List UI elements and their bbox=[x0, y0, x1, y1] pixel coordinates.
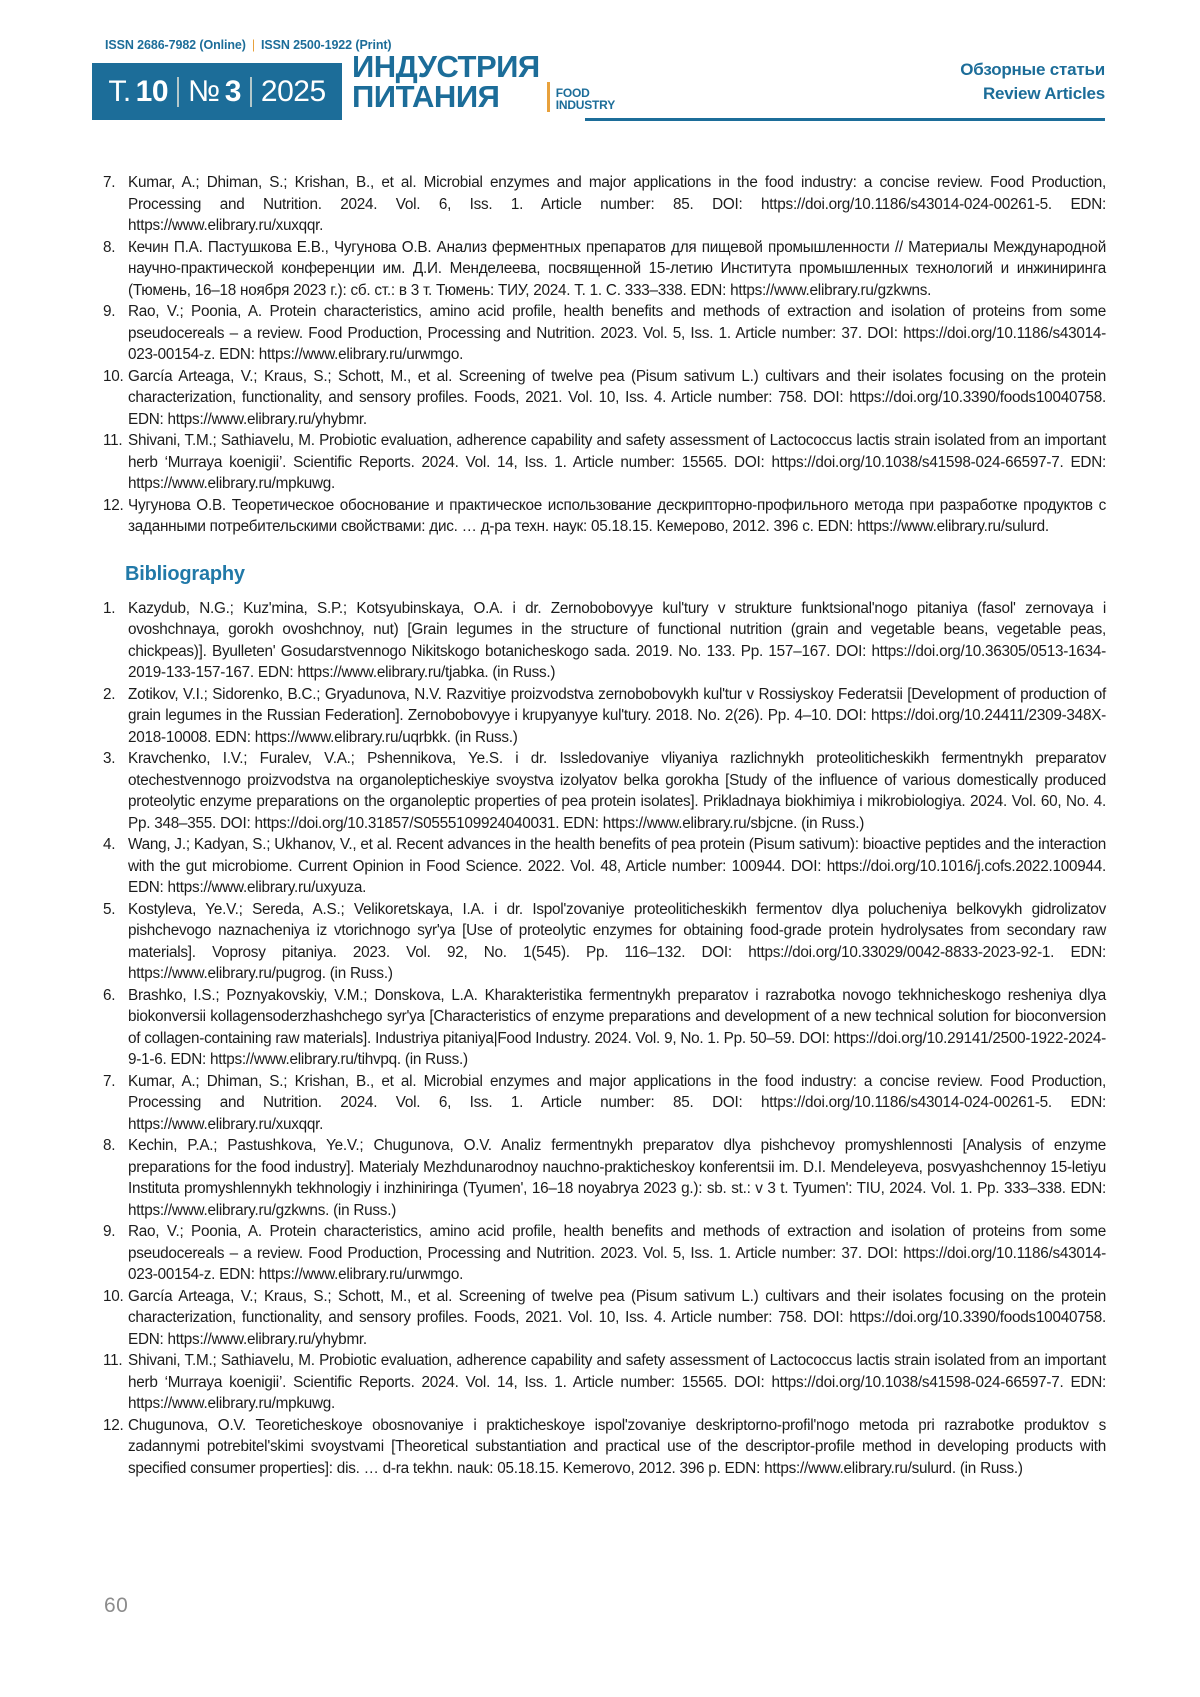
bibliography-text: Chugunova, O.V. Teoreticheskoye obosnovaniye i prakticheskoye ispol'zovaniye deskriptorno-profil'nogo metoda pri razrabotke produktov s zadannymi potrebitel'skimi svoystvami [Theoretical substantiation and practical use of the descriptor-profile method in developing products with specified consumer properties]: dis. … d-ra tekhn. nauk: 05.18.15. Kemerovo, 2012. 396 p. EDN: https://www.elibrary.ru/sulurd. (in Russ.) bbox=[128, 1416, 1106, 1477]
bibliography-item bbox=[103, 1350, 1106, 1415]
reference-text: García Arteaga, V.; Kraus, S.; Schott, M., et al. Screening of twelve pea (Pisum sativum L.) cultivars and their isolates focusing on the protein characterization, functionality, and sensory profiles. Foods, 2021. Vol. 10, Iss. 4. Article number: 758. DOI: https://doi.org/10.3390/foods10040758. EDN: https://www.elibrary.ru/yhybmr. bbox=[128, 367, 1106, 428]
reference-text: Kumar, A.; Dhiman, S.; Krishan, B., et al. Microbial enzymes and major applications in the food industry: a concise review. Food Production, Processing and Nutrition. 2024. Vol. 6, Iss. 1. Article number: 85. DOI: https://doi.org/10.1186/s43014-024-00261-5. EDN: https://www.elibrary.ru/xuxqqr. bbox=[128, 174, 1106, 234]
reference-text: Shivani, T.M.; Sathiavelu, M. Probiotic evaluation, adherence capability and safety assessment of Lactococcus lactis strain isolated from an important herb ‘Murraya koenigii’. Scientific Reports. 2024. Vol. 14, Iss. 1. Article number: 15565. DOI: https://doi.org/10.1038/s41598-024-66597-7. EDN: https://www.elibrary.ru/mpkuwg. bbox=[128, 432, 1106, 492]
bibliography-text: Rao, V.; Poonia, A. Protein characteristics, amino acid profile, health benefits and methods of extraction and isolation of proteins from some pseudocereals – a review. Food Production, Processing and Nutrition. 2023. Vol. 5, Iss. 1. Article number: 37. DOI: https://doi.org/10.1186/s43014-023-00154-z. EDN: https://www.elibrary.ru/urwmgo. bbox=[128, 1223, 1106, 1283]
bibliography-text: Kravchenko, I.V.; Furalev, V.A.; Pshennikova, Ye.S. i dr. Issledovaniye vliyaniya razlichnykh proteoliticheskikh fermentnykh preparatov otechestvennogo proizvodstva na organolepticheskiye svoystva izolyatov belka gorokha [Study of the influence of various domestically produced proteolytic enzyme preparations on the organoleptic properties of pea protein isolates]. Prikladnaya biokhimiya i mikrobiologiya. 2024. Vol. 60, No. 4. Pp. 348–355. DOI: https://doi.org/10.31857/S0555109924040031. EDN: https://www.elibrary.ru/sbjcne. (in Russ.) bbox=[128, 750, 1106, 832]
bibliography-heading: Bibliography bbox=[125, 562, 245, 585]
journal-title-english bbox=[547, 82, 615, 112]
bibliography-text: Brashko, I.S.; Poznyakovskiy, V.M.; Donskova, L.A. Kharakteristika fermentnykh preparatov i razrabotka novogo tekhnicheskogo resheniya dlya biokonversii kollagensoderzhashchego syr'ya [Characteristics of enzyme preparations and development of a new technical solution for bioconversion of collagen-containing raw materials]. Industriya pitaniya|Food Industry. 2024. Vol. 9, No. 1. Pp. 50–59. DOI: https://doi.org/10.29141/2500-1922-2024-9-1-6. EDN: https://www.elibrary.ru/tihvpq. (in Russ.) bbox=[128, 986, 1106, 1068]
bibliography-item bbox=[103, 899, 1106, 985]
page-header bbox=[0, 0, 1200, 170]
box-divider bbox=[177, 77, 179, 107]
journal-title-en bbox=[556, 88, 615, 112]
reference-number: 12. bbox=[103, 496, 124, 514]
issue-label: № bbox=[188, 74, 220, 108]
section-labels bbox=[960, 58, 1105, 106]
bibliography-number: 6. bbox=[103, 986, 116, 1004]
bibliography-item bbox=[103, 1286, 1106, 1351]
journal-title-ru-line2: ПИТАНИЯ bbox=[352, 79, 500, 114]
journal-title-en-line2: INDUSTRY bbox=[555, 97, 616, 112]
bibliography-text: Zotikov, V.I.; Sidorenko, B.C.; Gryadunova, N.V. Razvitiye proizvodstva zernobobovykh kul'tur v Rossiyskoy Federatsii [Development of production of grain legumes in the Russian Federation]. Zernobobovyye i krupyanyye kul'tury. 2018. No. 2(26). Pp. 4–10. DOI: https://doi.org/10.24411/2309-348X-2018-10008. EDN: https://www.elibrary.ru/uqrbkk. (in Russ.) bbox=[128, 685, 1106, 746]
bibliography-text: Kostyleva, Ye.V.; Sereda, A.S.; Velikoretskaya, I.A. i dr. Ispol'zovaniye proteoliticheskikh fermentov dlya polucheniya belkovykh gidrolizatov pishchevogo naznacheniya iz vtorichnogo syr'ya [Use of proteolytic enzymes for obtaining food-grade protein hydrolysates from secondary raw materials]. Voprosy pitaniya. 2023. Vol. 92, No. 1(545). Pp. 116–132. DOI: https://doi.org/10.33029/0042-8833-2023-92-1. EDN: https://www.elibrary.ru/pugrog. (in Russ.) bbox=[128, 900, 1106, 982]
bibliography-text: Kazydub, N.G.; Kuz'mina, S.P.; Kotsyubinskaya, O.A. i dr. Zernobobovyye kul'tury v strukture funktsional'nogo pitaniya (fasol' zernovaya i ovoshchnaya, gorokh ovoshchnoy, nut) [Grain legumes in the structure of functional nutrition (grain and vegetable beans, vegetable peas, chickpeas)]. Byulleten' Gosudarstvennogo Nikitskogo botanicheskogo sada. 2019. No. 133. Pp. 157–167. DOI: https://doi.org/10.36305/0513-1634-2019-133-157-167. EDN: https://www.elibrary.ru/tjabka. (in Russ.) bbox=[128, 599, 1106, 681]
logo-divider-bar bbox=[547, 82, 550, 112]
issue-number: 3 bbox=[224, 74, 241, 108]
journal-title-ru-line1: ИНДУСТРИЯ bbox=[352, 49, 540, 84]
bibliography-number: 5. bbox=[103, 900, 116, 918]
bibliography-number: 12. bbox=[103, 1416, 124, 1434]
section-label-ru: Обзорные статьи bbox=[960, 60, 1105, 79]
reference-number: 8. bbox=[103, 238, 116, 256]
bibliography-number: 2. bbox=[103, 685, 116, 703]
bibliography-text: Kechin, P.A.; Pastushkova, Ye.V.; Chugunova, O.V. Analiz fermentnykh preparatov dlya pishchevoy promyshlennosti [Analysis of enzyme preparations for the food industry]. Materialy Mezhdunarodnoy nauchno-prakticheskoy konferentsii im. D.I. Mendeleyeva, posvyashchennoy 15-letiyu Instituta promyshlennykh tekhnologiy i inzhiniringa (Tyumen', 16–18 noyabrya 2023 g.): sb. st.: v 3 t. Tyumen': TIU, 2024. Vol. 1. Pp. 333–338. EDN: https://www.elibrary.ru/gzkwns. (in Russ.) bbox=[128, 1137, 1106, 1219]
reference-item bbox=[103, 301, 1106, 366]
journal-logo bbox=[352, 49, 616, 114]
issn-divider: | bbox=[251, 38, 255, 52]
reference-text: Rao, V.; Poonia, A. Protein characteristics, amino acid profile, health benefits and methods of extraction and isolation of proteins from some pseudocereals – a review. Food Production, Processing and Nutrition. 2023. Vol. 5, Iss. 1. Article number: 37. DOI: https://doi.org/10.1186/s43014-023-00154-z. EDN: https://www.elibrary.ru/urwmgo. bbox=[128, 303, 1106, 363]
bibliography-item bbox=[103, 598, 1106, 684]
bibliography-number: 7. bbox=[103, 1072, 116, 1090]
reference-text: Чугунова О.В. Теоретическое обоснование и практическое использование дескрипторно-профильного метода при разработке продуктов с заданными потребительскими свойствами: дис. … д-ра техн. наук: 05.18.15. Кемерово, 2012. 396 с. EDN: https://www.elibrary.ru/sulurd. bbox=[128, 496, 1106, 535]
bibliography-item bbox=[103, 684, 1106, 749]
issn-print: ISSN 2500-1922 (Print) bbox=[260, 38, 392, 52]
issn-online: ISSN 2686-7982 (Online) bbox=[105, 38, 246, 52]
journal-title-en-line1: FOOD bbox=[555, 86, 590, 100]
bibliography-text: Wang, J.; Kadyan, S.; Ukhanov, V., et al. Recent advances in the health benefits of pea protein (Pisum sativum): bioactive peptides and the interaction with the gut microbiome. Current Opinion in Food Science. 2022. Vol. 48, Article number: 100944. DOI: https://doi.org/10.1016/j.cofs.2022.100944. EDN: https://www.elibrary.ru/uxyuza. bbox=[128, 836, 1106, 896]
bibliography-number: 4. bbox=[103, 836, 116, 853]
section-label-en: Review Articles bbox=[982, 84, 1105, 103]
issn-line bbox=[105, 38, 391, 52]
bibliography-item bbox=[103, 1415, 1106, 1480]
bibliography-item bbox=[103, 748, 1106, 834]
references-list bbox=[103, 172, 1106, 538]
bibliography-number: 8. bbox=[103, 1137, 116, 1154]
reference-number: 7. bbox=[103, 174, 116, 191]
reference-number: 11. bbox=[103, 432, 123, 449]
bibliography-item bbox=[103, 1135, 1106, 1221]
year: 2025 bbox=[260, 74, 326, 108]
bibliography-text: Shivani, T.M.; Sathiavelu, M. Probiotic evaluation, adherence capability and safety assessment of Lactococcus lactis strain isolated from an important herb ‘Murraya koenigii’. Scientific Reports. 2024. Vol. 14, Iss. 1. Article number: 15565. DOI: https://doi.org/10.1038/s41598-024-66597-7. EDN: https://www.elibrary.ru/mpkuwg. bbox=[128, 1352, 1106, 1412]
reference-item bbox=[103, 237, 1106, 302]
bibliography-item bbox=[103, 1071, 1106, 1136]
reference-item bbox=[103, 495, 1106, 538]
bibliography-item bbox=[103, 1221, 1106, 1286]
volume-issue-box bbox=[92, 63, 342, 120]
main-content bbox=[103, 172, 1106, 1479]
reference-item bbox=[103, 366, 1106, 431]
bibliography-number: 9. bbox=[103, 1223, 116, 1240]
bibliography-number: 3. bbox=[103, 750, 116, 767]
journal-title-russian bbox=[352, 49, 540, 114]
volume-number: 10 bbox=[135, 74, 169, 108]
reference-item bbox=[103, 172, 1106, 237]
page-number: 60 bbox=[104, 1594, 129, 1617]
reference-number: 10. bbox=[103, 367, 124, 385]
bibliography-number: 11. bbox=[103, 1352, 123, 1369]
reference-text: Кечин П.А. Пастушкова Е.В., Чугунова О.В. Анализ ферментных препаратов для пищевой промышленности // Материалы Международной научно-практической конференции им. Д.И. Менделеева, посвященной 15-летию Института промышленных технологий и инжиниринга (Тюмень, 16–18 ноября 2023 г.): сб. ст.: в 3 т. Тюмень: ТИУ, 2024. Т. 1. С. 333–338. EDN: https://www.elibrary.ru/gzkwns. bbox=[128, 238, 1106, 299]
bibliography-number: 10. bbox=[103, 1287, 124, 1305]
bibliography-number: 1. bbox=[103, 599, 116, 617]
header-rule bbox=[585, 118, 1105, 121]
bibliography-item bbox=[103, 985, 1106, 1071]
reference-number: 9. bbox=[103, 303, 116, 320]
reference-item bbox=[103, 430, 1106, 495]
bibliography-item bbox=[103, 834, 1106, 899]
volume-label: Т. bbox=[108, 74, 131, 108]
box-divider bbox=[250, 77, 252, 107]
bibliography-list bbox=[103, 598, 1106, 1480]
bibliography-text: Kumar, A.; Dhiman, S.; Krishan, B., et al. Microbial enzymes and major applications in the food industry: a concise review. Food Production, Processing and Nutrition. 2024. Vol. 6, Iss. 1. Article number: 85. DOI: https://doi.org/10.1186/s43014-024-00261-5. EDN: https://www.elibrary.ru/xuxqqr. bbox=[128, 1072, 1106, 1133]
bibliography-text: García Arteaga, V.; Kraus, S.; Schott, M., et al. Screening of twelve pea (Pisum sativum L.) cultivars and their isolates focusing on the protein characterization, functionality, and sensory profiles. Foods, 2021. Vol. 10, Iss. 4. Article number: 758. DOI: https://doi.org/10.3390/foods10040758. EDN: https://www.elibrary.ru/yhybmr. bbox=[128, 1287, 1106, 1348]
